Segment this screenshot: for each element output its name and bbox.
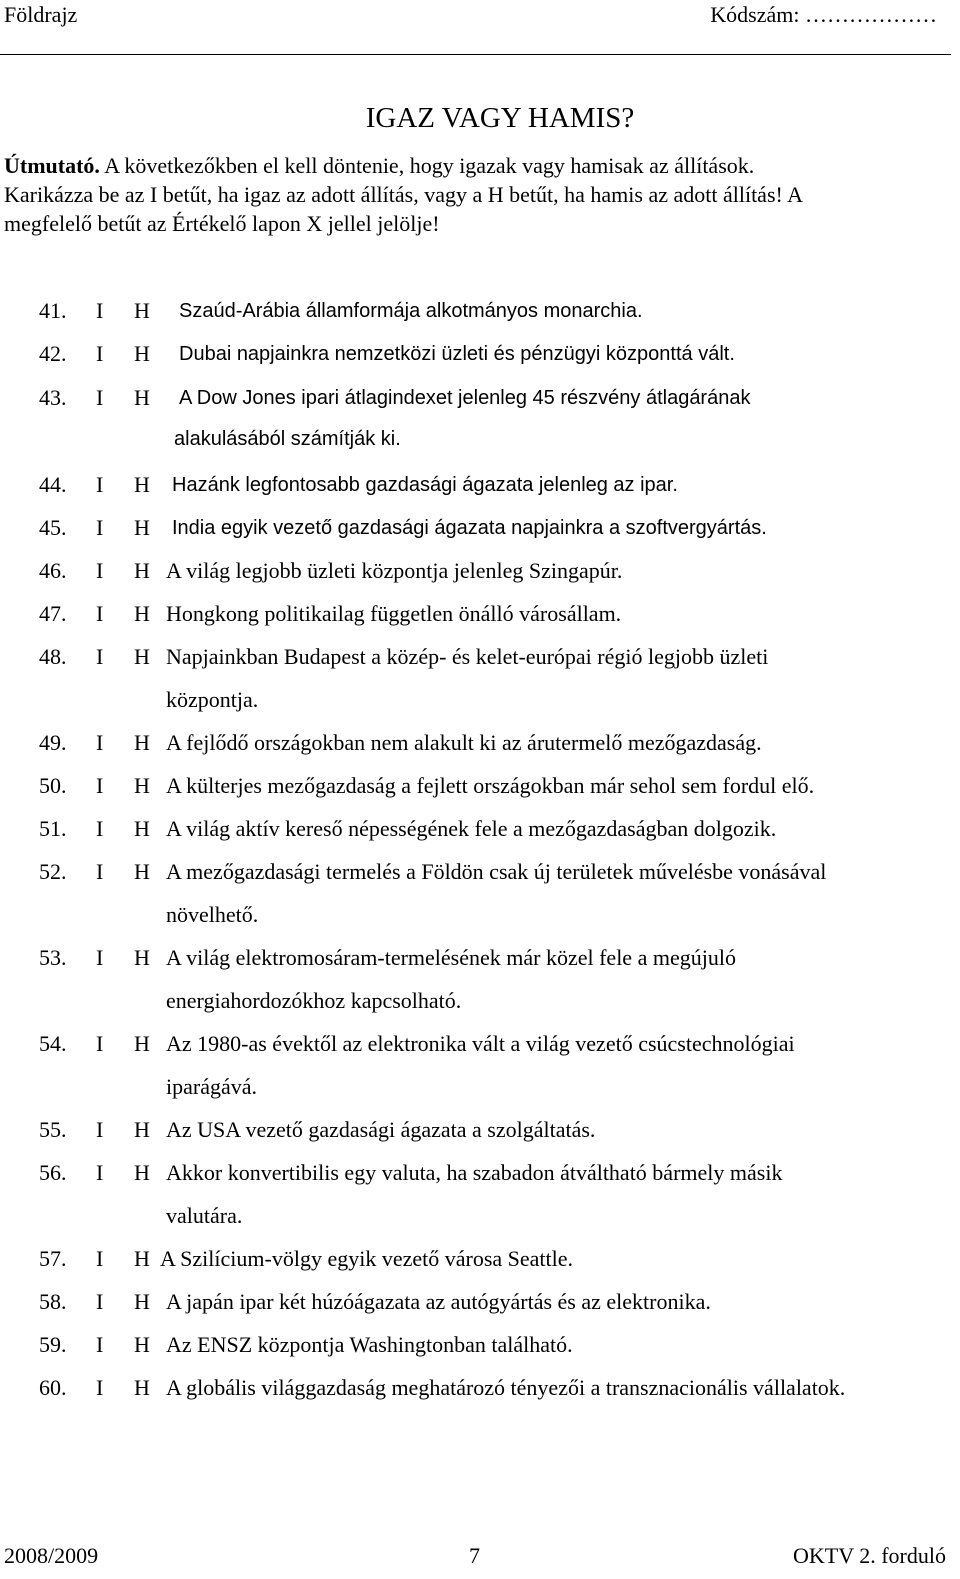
statement-text: A japán ipar két húzóágazata az autógyártás és az elektronika. xyxy=(166,1289,711,1314)
statement-number: 49. xyxy=(39,730,67,755)
option-false[interactable]: H xyxy=(134,644,150,669)
statement-number: 46. xyxy=(39,558,67,583)
option-false[interactable]: H xyxy=(134,341,150,366)
statement-number: 51. xyxy=(39,816,67,841)
option-false[interactable]: H xyxy=(134,859,150,884)
instructions-text-1: A következőkben el kell döntenie, hogy igazak vagy hamisak az állítások. xyxy=(104,153,755,178)
statement-number: 43. xyxy=(39,385,67,410)
footer-round: OKTV 2. forduló xyxy=(793,1543,946,1568)
option-false[interactable]: H xyxy=(134,1160,150,1185)
statement-number: 47. xyxy=(39,601,67,626)
option-false[interactable]: H xyxy=(134,558,150,583)
option-true[interactable]: I xyxy=(96,1375,104,1400)
statement-number: 41. xyxy=(39,298,67,323)
statement-text: A Dow Jones ipari átlagindexet jelenleg 45 részvény átlagárának xyxy=(179,387,751,409)
option-false[interactable]: H xyxy=(134,472,150,497)
statement-text: Az USA vezető gazdasági ágazata a szolgáltatás. xyxy=(166,1117,596,1142)
statement-text: A világ aktív kereső népességének fele a mezőgazdaságban dolgozik. xyxy=(166,816,777,841)
statement-text: A világ legjobb üzleti központja jelenleg Szingapúr. xyxy=(166,558,623,583)
statement-text: India egyik vezető gazdasági ágazata napjainkra a szoftvergyártás. xyxy=(172,517,767,539)
statement-text: A globális világgazdaság meghatározó tényezői a transznacionális vállalatok. xyxy=(166,1375,846,1400)
statement-number: 45. xyxy=(39,515,67,540)
statement-number: 60. xyxy=(39,1375,67,1400)
statement-text: Hazánk legfontosabb gazdasági ágazata jelenleg az ipar. xyxy=(172,474,678,496)
option-true[interactable]: I xyxy=(96,601,104,626)
option-false[interactable]: H xyxy=(134,1246,150,1271)
statement-text: növelhető. xyxy=(166,902,259,927)
instructions-line-2: Karikázza be az I betűt, ha igaz az adott állítás, vagy a H betűt, ha hamis az adott állítás! A xyxy=(4,182,804,207)
statement-text: Akkor konvertibilis egy valuta, ha szabadon átváltható bármely másik xyxy=(166,1160,783,1185)
option-true[interactable]: I xyxy=(96,816,104,841)
statement-number: 53. xyxy=(39,945,67,970)
statement-text: A fejlődő országokban nem alakult ki az árutermelő mezőgazdaság. xyxy=(166,730,762,755)
statement-text: Napjainkban Budapest a közép- és kelet-európai régió legjobb üzleti xyxy=(166,644,769,669)
option-false[interactable]: H xyxy=(134,601,150,626)
statement-text: Szaúd-Arábia államformája alkotmányos monarchia. xyxy=(179,300,643,322)
statement-number: 57. xyxy=(39,1246,67,1271)
option-false[interactable]: H xyxy=(134,298,150,323)
option-true[interactable]: I xyxy=(96,1332,104,1357)
statement-number: 55. xyxy=(39,1117,67,1142)
option-false[interactable]: H xyxy=(134,515,150,540)
option-false[interactable]: H xyxy=(134,1332,150,1357)
option-true[interactable]: I xyxy=(96,1160,104,1185)
instructions-line-3: megfelelő betűt az Értékelő lapon X jellel jelölje! xyxy=(4,211,440,236)
statement-text: Az ENSZ központja Washingtonban található. xyxy=(166,1332,573,1357)
option-true[interactable]: I xyxy=(96,1246,104,1271)
statement-number: 50. xyxy=(39,773,67,798)
option-false[interactable]: H xyxy=(134,1375,150,1400)
statement-text: energiahordozókhoz kapcsolható. xyxy=(166,988,462,1013)
statement-number: 59. xyxy=(39,1332,67,1357)
option-false[interactable]: H xyxy=(134,730,150,755)
option-true[interactable]: I xyxy=(96,1117,104,1142)
option-true[interactable]: I xyxy=(96,385,104,410)
option-true[interactable]: I xyxy=(96,472,104,497)
option-true[interactable]: I xyxy=(96,859,104,884)
option-true[interactable]: I xyxy=(96,1289,104,1314)
statement-text: Az 1980-as évektől az elektronika vált a világ vezető csúcstechnológiai xyxy=(166,1031,795,1056)
statement-number: 44. xyxy=(39,472,67,497)
code-label: Kódszám: ……………… xyxy=(710,2,937,27)
statement-number: 58. xyxy=(39,1289,67,1314)
option-true[interactable]: I xyxy=(96,730,104,755)
option-false[interactable]: H xyxy=(134,1031,150,1056)
instructions-lead: Útmutató. xyxy=(4,153,100,178)
option-true[interactable]: I xyxy=(96,945,104,970)
option-true[interactable]: I xyxy=(96,341,104,366)
option-false[interactable]: H xyxy=(134,385,150,410)
statement-number: 52. xyxy=(39,859,67,884)
statement-text: A külterjes mezőgazdaság a fejlett országokban már sehol sem fordul elő. xyxy=(166,773,815,798)
option-true[interactable]: I xyxy=(96,1031,104,1056)
option-true[interactable]: I xyxy=(96,644,104,669)
statement-number: 48. xyxy=(39,644,67,669)
statement-text: A Szilícium-völgy egyik vezető városa Seattle. xyxy=(160,1246,574,1271)
statement-number: 54. xyxy=(39,1031,67,1056)
page-number: 7 xyxy=(469,1543,480,1568)
footer-year: 2008/2009 xyxy=(4,1543,99,1568)
statement-text: A mezőgazdasági termelés a Földön csak új területek művelésbe vonásával xyxy=(166,859,827,884)
option-true[interactable]: I xyxy=(96,515,104,540)
option-false[interactable]: H xyxy=(134,1289,150,1314)
statement-text: alakulásából számítják ki. xyxy=(174,428,401,450)
option-false[interactable]: H xyxy=(134,1117,150,1142)
statement-text: iparágává. xyxy=(166,1074,257,1099)
subject-label: Földrajz xyxy=(4,2,78,27)
option-true[interactable]: I xyxy=(96,298,104,323)
section-title: IGAZ VAGY HAMIS? xyxy=(365,102,635,134)
option-false[interactable]: H xyxy=(134,945,150,970)
option-true[interactable]: I xyxy=(96,773,104,798)
page-footer xyxy=(0,1541,960,1579)
option-false[interactable]: H xyxy=(134,773,150,798)
option-true[interactable]: I xyxy=(96,558,104,583)
statement-number: 42. xyxy=(39,341,67,366)
statement-number: 56. xyxy=(39,1160,67,1185)
statement-text: A világ elektromosáram-termelésének már közel fele a megújuló xyxy=(166,945,736,970)
option-false[interactable]: H xyxy=(134,816,150,841)
statement-text: valutára. xyxy=(166,1203,243,1228)
statement-text: központja. xyxy=(166,687,259,712)
statement-text: Dubai napjainkra nemzetközi üzleti és pénzügyi központtá vált. xyxy=(179,343,735,365)
statement-text: Hongkong politikailag független önálló városállam. xyxy=(166,601,622,626)
